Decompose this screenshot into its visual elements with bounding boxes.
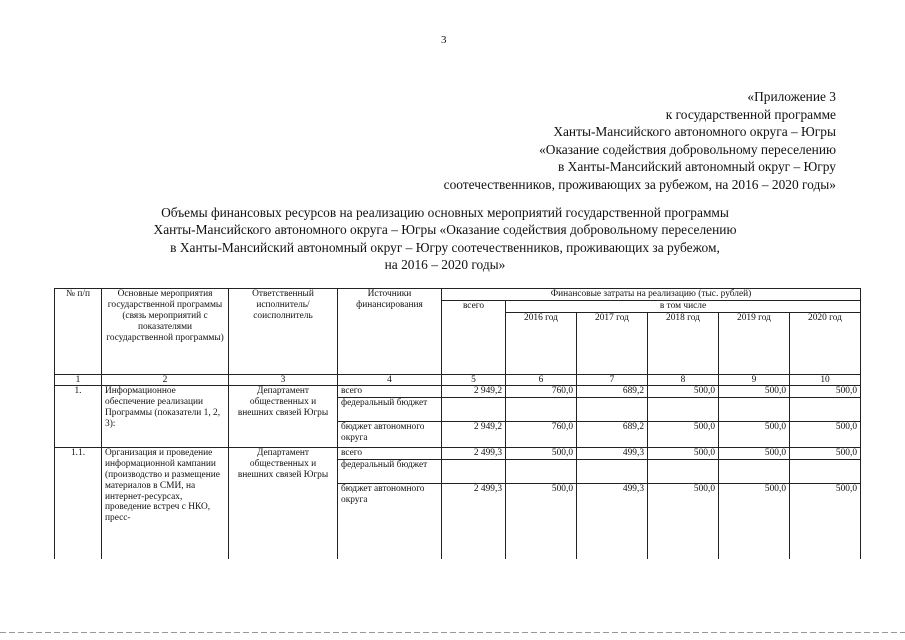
value-2019: 500,0 xyxy=(719,483,790,559)
title-line: на 2016 – 2020 годы» xyxy=(384,256,506,272)
header-year: 2017 год xyxy=(577,313,648,375)
value-2019 xyxy=(719,397,790,421)
value-2016: 760,0 xyxy=(506,421,577,447)
header-row xyxy=(55,289,861,301)
value-total: 2 949,2 xyxy=(442,421,506,447)
header-year: 2018 год xyxy=(648,313,719,375)
appendix-line: соотечественников, проживающих за рубежом, на 2016 – 2020 годы» xyxy=(443,176,836,192)
row-activity: Организация и проведение информационной кампании (производство и размещение материалов в СМИ, на интернет-ресурсах, проведение встреч с НКО, пресс- xyxy=(102,447,229,559)
column-number: 6 xyxy=(506,375,577,386)
row-responsible: Департамент общественных и внешних связей Югры xyxy=(229,386,338,448)
row-activity: Информационное обеспечение реализации Программы (показатели 1, 2, 3): xyxy=(102,386,229,448)
column-number: 3 xyxy=(229,375,338,386)
header-total: всего xyxy=(442,301,506,375)
page-number: 3 xyxy=(441,34,447,46)
value-total: 2 499,3 xyxy=(442,447,506,459)
value-2020: 500,0 xyxy=(790,447,861,459)
value-2016 xyxy=(506,397,577,421)
value-2016: 500,0 xyxy=(506,483,577,559)
value-2019: 500,0 xyxy=(719,421,790,447)
row-source: федеральный бюджет xyxy=(338,459,442,483)
row-num: 1. xyxy=(55,386,102,448)
row-source: всего xyxy=(338,447,442,459)
value-2017: 689,2 xyxy=(577,421,648,447)
header-responsible: Ответственный исполнитель/ соисполнитель xyxy=(229,289,338,375)
value-2020 xyxy=(790,459,861,483)
value-2017 xyxy=(577,397,648,421)
header-costs: Финансовые затраты на реализацию (тыс. рублей) xyxy=(442,289,861,301)
value-2017: 689,2 xyxy=(577,386,648,398)
value-2018 xyxy=(648,397,719,421)
value-total xyxy=(442,459,506,483)
value-2020: 500,0 xyxy=(790,483,861,559)
value-total xyxy=(442,397,506,421)
header-year: 2016 год xyxy=(506,313,577,375)
column-number: 5 xyxy=(442,375,506,386)
row-source: всего xyxy=(338,386,442,398)
appendix-line: «Приложение 3 xyxy=(747,89,836,104)
financing-table xyxy=(54,288,861,559)
appendix-line: «Оказание содействия добровольному переселению xyxy=(539,141,836,157)
title-line: в Ханты-Мансийский автономный округ – Югру соотечественников, проживающих за рубежом, xyxy=(170,239,720,255)
header-including: в том числе xyxy=(506,301,861,313)
column-number: 8 xyxy=(648,375,719,386)
header-num: № п/п xyxy=(55,289,102,375)
column-number: 10 xyxy=(790,375,861,386)
title-line: Ханты-Мансийского автономного округа – Югры «Оказание содействия добровольному переселению xyxy=(153,222,737,238)
value-2016: 500,0 xyxy=(506,447,577,459)
column-number: 7 xyxy=(577,375,648,386)
row-num: 1.1. xyxy=(55,447,102,559)
value-2018 xyxy=(648,459,719,483)
value-2016 xyxy=(506,459,577,483)
value-total: 2 949,2 xyxy=(442,386,506,398)
row-source: федеральный бюджет xyxy=(338,397,442,421)
title-line: Объемы финансовых ресурсов на реализацию основных мероприятий государственной программы xyxy=(161,205,729,220)
column-number: 2 xyxy=(102,375,229,386)
column-number-row xyxy=(55,375,861,386)
table-row xyxy=(55,447,861,459)
document-title xyxy=(60,204,830,273)
column-number: 4 xyxy=(338,375,442,386)
header-sources: Источники финансирования xyxy=(338,289,442,375)
value-2017: 499,3 xyxy=(577,483,648,559)
appendix-line: к государственной программе xyxy=(665,106,836,122)
row-source: бюджет автономного округа xyxy=(338,483,442,559)
value-2017 xyxy=(577,459,648,483)
header-activities: Основные мероприятия государственной программы (связь мероприятий с показателями государственной программы) xyxy=(102,289,229,375)
value-2018: 500,0 xyxy=(648,483,719,559)
header-year: 2020 год xyxy=(790,313,861,375)
appendix-line: Ханты-Мансийского автономного округа – Югры xyxy=(553,124,836,140)
row-source: бюджет автономного округа xyxy=(338,421,442,447)
appendix-line: в Ханты-Мансийский автономный округ – Югру xyxy=(557,159,836,175)
value-2020: 500,0 xyxy=(790,386,861,398)
value-2018: 500,0 xyxy=(648,386,719,398)
value-2018: 500,0 xyxy=(648,421,719,447)
column-number: 9 xyxy=(719,375,790,386)
value-2019: 500,0 xyxy=(719,447,790,459)
row-responsible: Департамент общественных и внешних связей Югры xyxy=(229,447,338,559)
value-2017: 499,3 xyxy=(577,447,648,459)
appendix-header xyxy=(316,88,836,194)
header-year: 2019 год xyxy=(719,313,790,375)
value-2018: 500,0 xyxy=(648,447,719,459)
table-row xyxy=(55,386,861,398)
value-total: 2 499,3 xyxy=(442,483,506,559)
value-2020 xyxy=(790,397,861,421)
value-2020: 500,0 xyxy=(790,421,861,447)
column-number: 1 xyxy=(55,375,102,386)
value-2019: 500,0 xyxy=(719,386,790,398)
value-2016: 760,0 xyxy=(506,386,577,398)
value-2019 xyxy=(719,459,790,483)
scan-edge-line xyxy=(0,632,905,633)
